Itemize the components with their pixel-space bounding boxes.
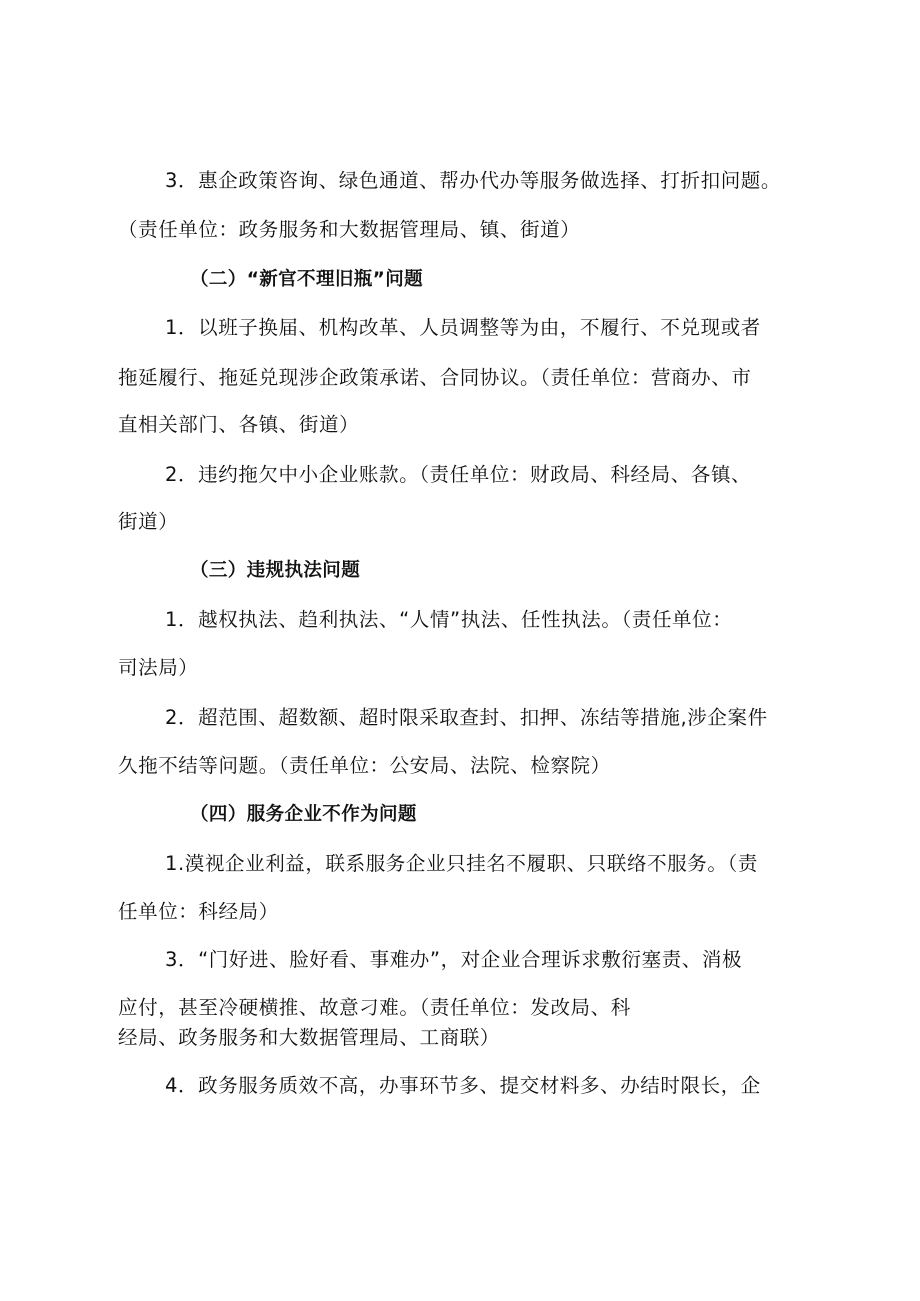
- section-heading-4: （四）服务企业不作为问题: [190, 804, 417, 825]
- section-heading-2: （二）“新官不理旧瓶”问题: [190, 269, 424, 290]
- item-4-1-line-2: 任单位：科经局）: [118, 900, 279, 923]
- item-3-line-2: （责任单位：政务服务和大数据管理局、镇、街道）: [118, 218, 581, 241]
- item-3-1-line-2: 司法局）: [118, 656, 199, 679]
- item-3-line-1: 3．惠企政策咨询、绿色通道、帮办代办等服务做选择、打折扣问题。: [165, 169, 782, 192]
- item-4-3-line-3: 经局、政务服务和大数据管理局、工商联）: [118, 1026, 500, 1049]
- item-2-2-line-1: 2．违约拖欠中小企业账款。（责任单位：财政局、科经局、各镇、: [165, 463, 752, 486]
- item-3-2-line-2: 久拖不结等问题。（责任单位：公安局、法院、检察院）: [118, 754, 611, 777]
- item-4-3-line-2: 应付，甚至冷硬横推、故意刁难。（责任单位：发改局、科: [118, 996, 631, 1019]
- item-2-1-line-3: 直相关部门、各镇、街道）: [118, 413, 360, 436]
- item-3-1-line-1: 1．越权执法、趋利执法、“人情”执法、任性执法。（责任单位：: [165, 608, 733, 631]
- item-2-1-line-1: 1．以班子换届、机构改革、人员调整等为由，不履行、不兑现或者: [165, 316, 761, 339]
- item-2-2-line-2: 街道）: [118, 510, 179, 533]
- item-2-1-line-2: 拖延履行、拖延兑现涉企政策承诺、合同协议。（责任单位：营商办、市: [118, 366, 752, 389]
- item-4-3-line-1: 3．“门好进、脸好看、事难办”，对企业合理诉求敷衍塞责、消极: [165, 948, 743, 971]
- item-3-2-line-1: 2．超范围、超数额、超时限采取查封、扣押、冻结等措施,涉企案件: [165, 706, 768, 729]
- section-heading-3: （三）违规执法问题: [190, 560, 361, 581]
- item-4-1-line-1: 1.漠视企业利益，联系服务企业只挂名不履职、只联络不服务。（责: [165, 852, 758, 875]
- item-4-4-line-1: 4．政务服务质效不高，办事环节多、提交材料多、办结时限长，企: [165, 1074, 761, 1097]
